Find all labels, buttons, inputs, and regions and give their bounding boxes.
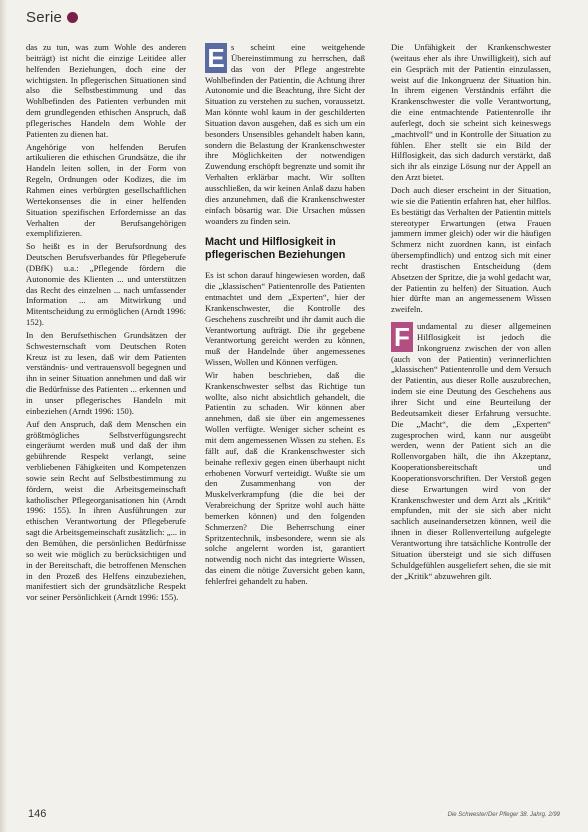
series-label: Serie (26, 8, 63, 26)
paragraph: Wir haben beschrieben, daß die Krankenschwester selbst das Richtige tun wollte, also nicht absichtlich gehandelt, die Patientin zu schaden. Wir können aber annehmen, daß sie über ein angemessenes Wollen verfügte. Weniger sicher scheint es mit dem angemessenen Wissen zu stehen. Es fällt auf, daß die Krankenschwester sich beinahe reflexiv gegen einen überhaupt nicht erhobenen Vorwurf verteidigt. Wußte sie um den Zusammenhang von der Muskelverkrampfung (die die bei der Verabreichung der Spritze wohl auch hätte bemerken können) und den folgenden Schmerzen? Die Beherrschung einer Spritzentechnik, insbesondere, wenn sie als solche angelernt worden ist, garantiert notwendig noch nicht das integrierte Wissen, das einem die nötige Zuversicht geben kann, fehlerfrei gehandelt zu haben. (205, 369, 365, 586)
paragraph: Es ist schon darauf hingewiesen worden, daß die „klassischen“ Patientenrolle des Patienten entmachtet und dem „Experten“, hier der Krankenschwester, die Kontrolle des Geschehens zuschreibt und ihr damit auch die Verantwortung aufträgt. Die ihr gegebene Verantwortung gereicht werden zu können, muß der Handelnde über angemessenes Wissen, Wollen und Können verfügen. (205, 270, 365, 368)
dropcap-e: E (205, 43, 227, 73)
column-2 (205, 42, 365, 589)
column-3 (391, 42, 551, 583)
page-spine-shadow (0, 0, 7, 832)
section-heading: Macht und Hilflosigkeit in pflegerischen Beziehungen (205, 236, 346, 262)
paragraph: Die Unfähigkeit der Krankenschwester (weitaus eher als ihre Unwilligkeit), sich auf ein Gespräch mit der Patientin einzulassen, weist auf die Inkongruenz der Situation hin. In ihrem eigenen Verständnis erfährt die Krankenschwester die volle Verantwortung, die eine entmachtende Patientenrolle ihr auferlegt, doch sie scheint sich keineswegs „machtvoll“ und in Kontrolle der Situation zu fühlen. Eher stellt sie ein Bild der Hilflosigkeit, das sich dadurch verstärkt, daß sich ihr als einzige Lösung nur der Appell an den Arzt bietet. (391, 42, 551, 183)
series-dot-icon (67, 12, 78, 23)
series-header (26, 6, 78, 28)
paragraph: Auf den Anspruch, daß dem Menschen ein größtmögliches Selbstverfügungsrecht eingeräumt werden muß und daß der ihm gebührende Respekt verlangt, seine verbliebenen Fähigkeiten und Kompetenzen sowie sein Recht auf Selbstbestimmung zu fördern, weist die Arbeitsgemeinschaft katholischer Pflegeorganisationen hin (Arndt 1996: 155). In ihren Ausführungen zur ethischen Verantwortung der Pflegeberufe sagt die Arbeitsgemeinschaft zusätzlich: „... in den Bemühen, die persönlichen Bedürfnisse so weit wie möglich zu berücksichtigen und in der Bereitschaft, die betroffenen Menschen in den Prozeß des Helfens einzubeziehen, manifestiert sich der grundsätzliche Respekt vor seiner Persönlichkeit (Arndt 1996: 155). (26, 418, 186, 603)
intro-paragraph: E s scheint eine weitgehende Übereinstimmung zu herrschen, daß das von der Pflege angestrebte Wohlbefinden der Patientin, die Achtung ihrer Autonomie und die Beachtung, ihre Sicht der Situation zu verstehen zu suchen, voraussetzt. Man könnte wohl kaum in der geschilderten Situation davon ausgehen, daß es sich um ein besonders Unsensibles gehandelt haben kann, sondern die Belastung der Krankenschwester ihre Möglichkeiten der notwendigen Zuwendung erschöpft begrenzte und somit ihr Verhalten erklärbar macht. Wir sollten ausschließen, da wir keinen Anlaß dazu haben dies anzunehmen, daß die Krankenschwester einfach bösartig war. Die Ursachen müssen woanders zu finden sein. (205, 42, 365, 226)
page-number: 146 (28, 808, 47, 820)
journal-citation: Die Schwester/Der Pfleger 38. Jahrg. 2/99 (447, 812, 560, 818)
paragraph: das zu tun, was zum Wohle des anderen beiträgt) ist nicht die einzige Leitidee aller helfenden Beziehungen, doch eine der wichtigsten. In pflegerischen Situationen sind also die Selbstbestimmung und das Wohlbefinden des Patienten verbunden mit dem grundlegenden ethischen Anspruch, daß pflegerisches Handeln dem Wohle der Patienten zu dienen hat. (26, 42, 186, 139)
paragraph: In den Berufsethischen Grundsätzen der Schwesternschaft vom Deutschen Roten Kreuz ist zu lesen, daß wir dem Patienten verständnis- und vertrauensvoll begegnen und ihn in seiner Situation annehmen und daß wir die Bedürfnisse des Patienten ... erkennen und in unser pflegerisches Handeln mit einbeziehen (Arndt 1996: 150). (26, 329, 186, 416)
dropcap-paragraph: F undamental zu dieser allgemeinen Hilflosigkeit ist jedoch die Inkongruenz zwischen der von allen (auch von der Patientin) verinnerlichten „klassischen“ Patientenrolle und dem Versuch der Patientin, aus dieser Rolle auszubrechen, indem sie eine Deutung des Geschehens aus ihrer Sicht und eine Beurteilung der Bedeutsamkeit dieser Erfahrung versuchte. Die „Macht“, die dem „Experten“ zugesprochen wird, kann nur ausgeübt werden, wenn der Patient sich an die Rollenvorgaben hält, die ihn Akzeptanz, Kooperationsbereitschaft und Kooperationsvorschriften. Der Verstoß gegen diese Erwartungen wird von der Krankenschwester und dem Arzt als „Kritik“ empfunden, mit der sie sich aber nicht sachlich auseinandersetzen können, weil die ihnen in dieser Rollenverteilung aufgelegte Verantwortung ihre tatsächliche Kontrolle der Situation übersteigt und sie sich diffusen Schuldgefühlen ausgeliefert sehen, die sie mit der „Kritik“ abzuwehren gilt. (391, 321, 551, 581)
paragraph: Angehörige von helfenden Berufen artikulieren die ethischen Grundsätze, die ihr Handeln leiten sollen, in der Form von Regeln, Ordnungen oder Kodizes, die im Rahmen eines verbürgten gesellschaftlichen Wertekonsenses die in einer helfenden Situation spezifischen Erfordernisse an das Verhalten der Berufsangehörigen exemplifizieren. (26, 141, 186, 239)
paragraph: Doch auch dieser erscheint in der Situation, wie sie die Patientin erfahren hat, eher hilflos. Es bestätigt das Verhalten der Patientin mittels stereotyper Erwartungen (etwa Frauen jammern immer gleich) oder wir die häufigen Schmerz nicht zuordnen kann, ist einfach übersempfindlich) und entzog sich mit einer recht drastischen Entscheidung (dem Absetzen der Spritze, die ja wohl gedacht war, der Patientin zu helfen) der Situation. Auch hier dürfte man an angemessenem Wissen zweifeln. (391, 184, 551, 315)
column-1 (26, 42, 186, 605)
paragraph: So heißt es in der Berufsordnung des Deutschen Berufsverbandes für Pflegeberufe (DBfK) u.a.: „Pflegende fördern die Autonomie des Klienten ... und unterstützen das Recht des einzelnen ... nach umfassender Information ... am Mitwirkung und Mitentscheidung zu ermöglichen (Arndt 1996: 152). (26, 241, 186, 328)
dropcap-f: F (391, 322, 413, 352)
